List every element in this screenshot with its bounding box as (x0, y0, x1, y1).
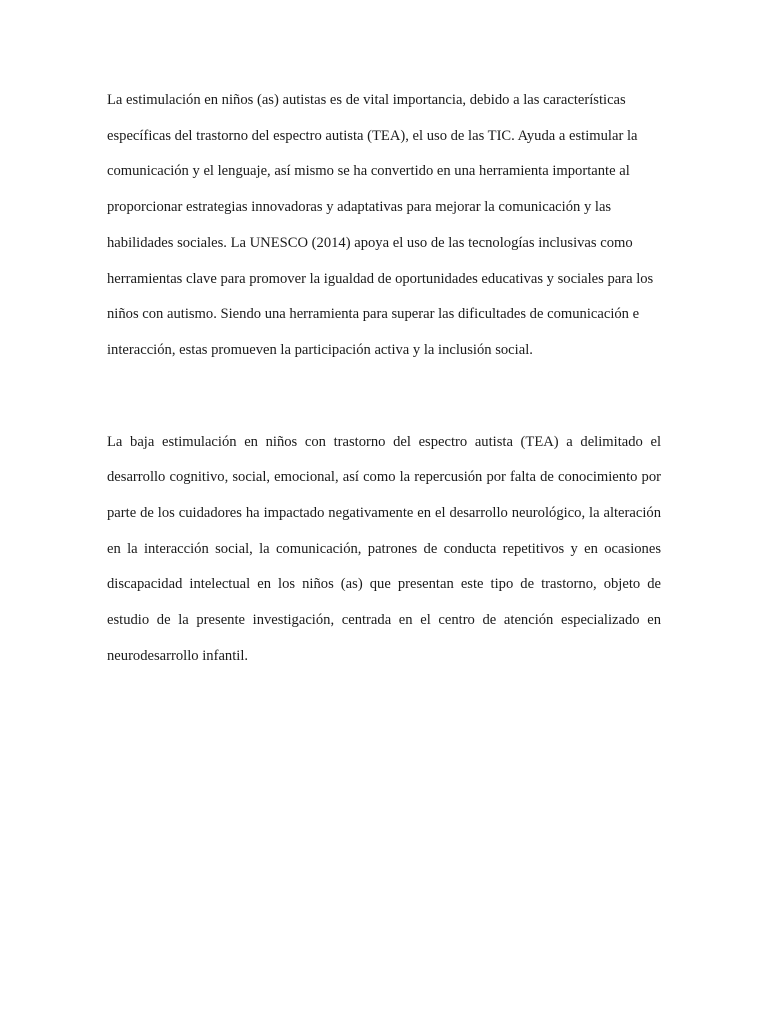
paragraph-1: La estimulación en niños (as) autistas es de vital importancia, debido a las características específicas del trastorno del espectro autista (TEA), el uso de las TIC. Ayuda a estimular la comunicación y el lenguaje, así mismo se ha convertido en una herramienta importante al proporcionar estrategias innovadoras y adaptativas para mejorar la comunicación y las habilidades sociales. La UNESCO (2014) apoya el uso de las tecnologías inclusivas como herramientas clave para promover la igualdad de oportunidades educativas y sociales para los niños con autismo. Siendo una herramienta para superar las dificultades de comunicación e interacción, estas promueven la participación activa y la inclusión social. (107, 92, 654, 358)
document-body (107, 83, 661, 675)
paragraph-2: La baja estimulación en niños con trastorno del espectro autista (TEA) a delimitado el desarrollo cognitivo, social, emocional, así como la repercusión por falta de conocimiento por parte de los cuidadores ha impactado negativamente en el desarrollo neurológico, la alteración en la interacción social, la comunicación, patrones de conducta repetitivos y en ocasiones discapacidad intelectual en los niños (as) que presentan este tipo de trastorno, objeto de estudio de la presente investigación, centrada en el centro de atención especializado en neurodesarrollo infantil. (107, 433, 661, 664)
paragraph-spacer (107, 369, 661, 425)
